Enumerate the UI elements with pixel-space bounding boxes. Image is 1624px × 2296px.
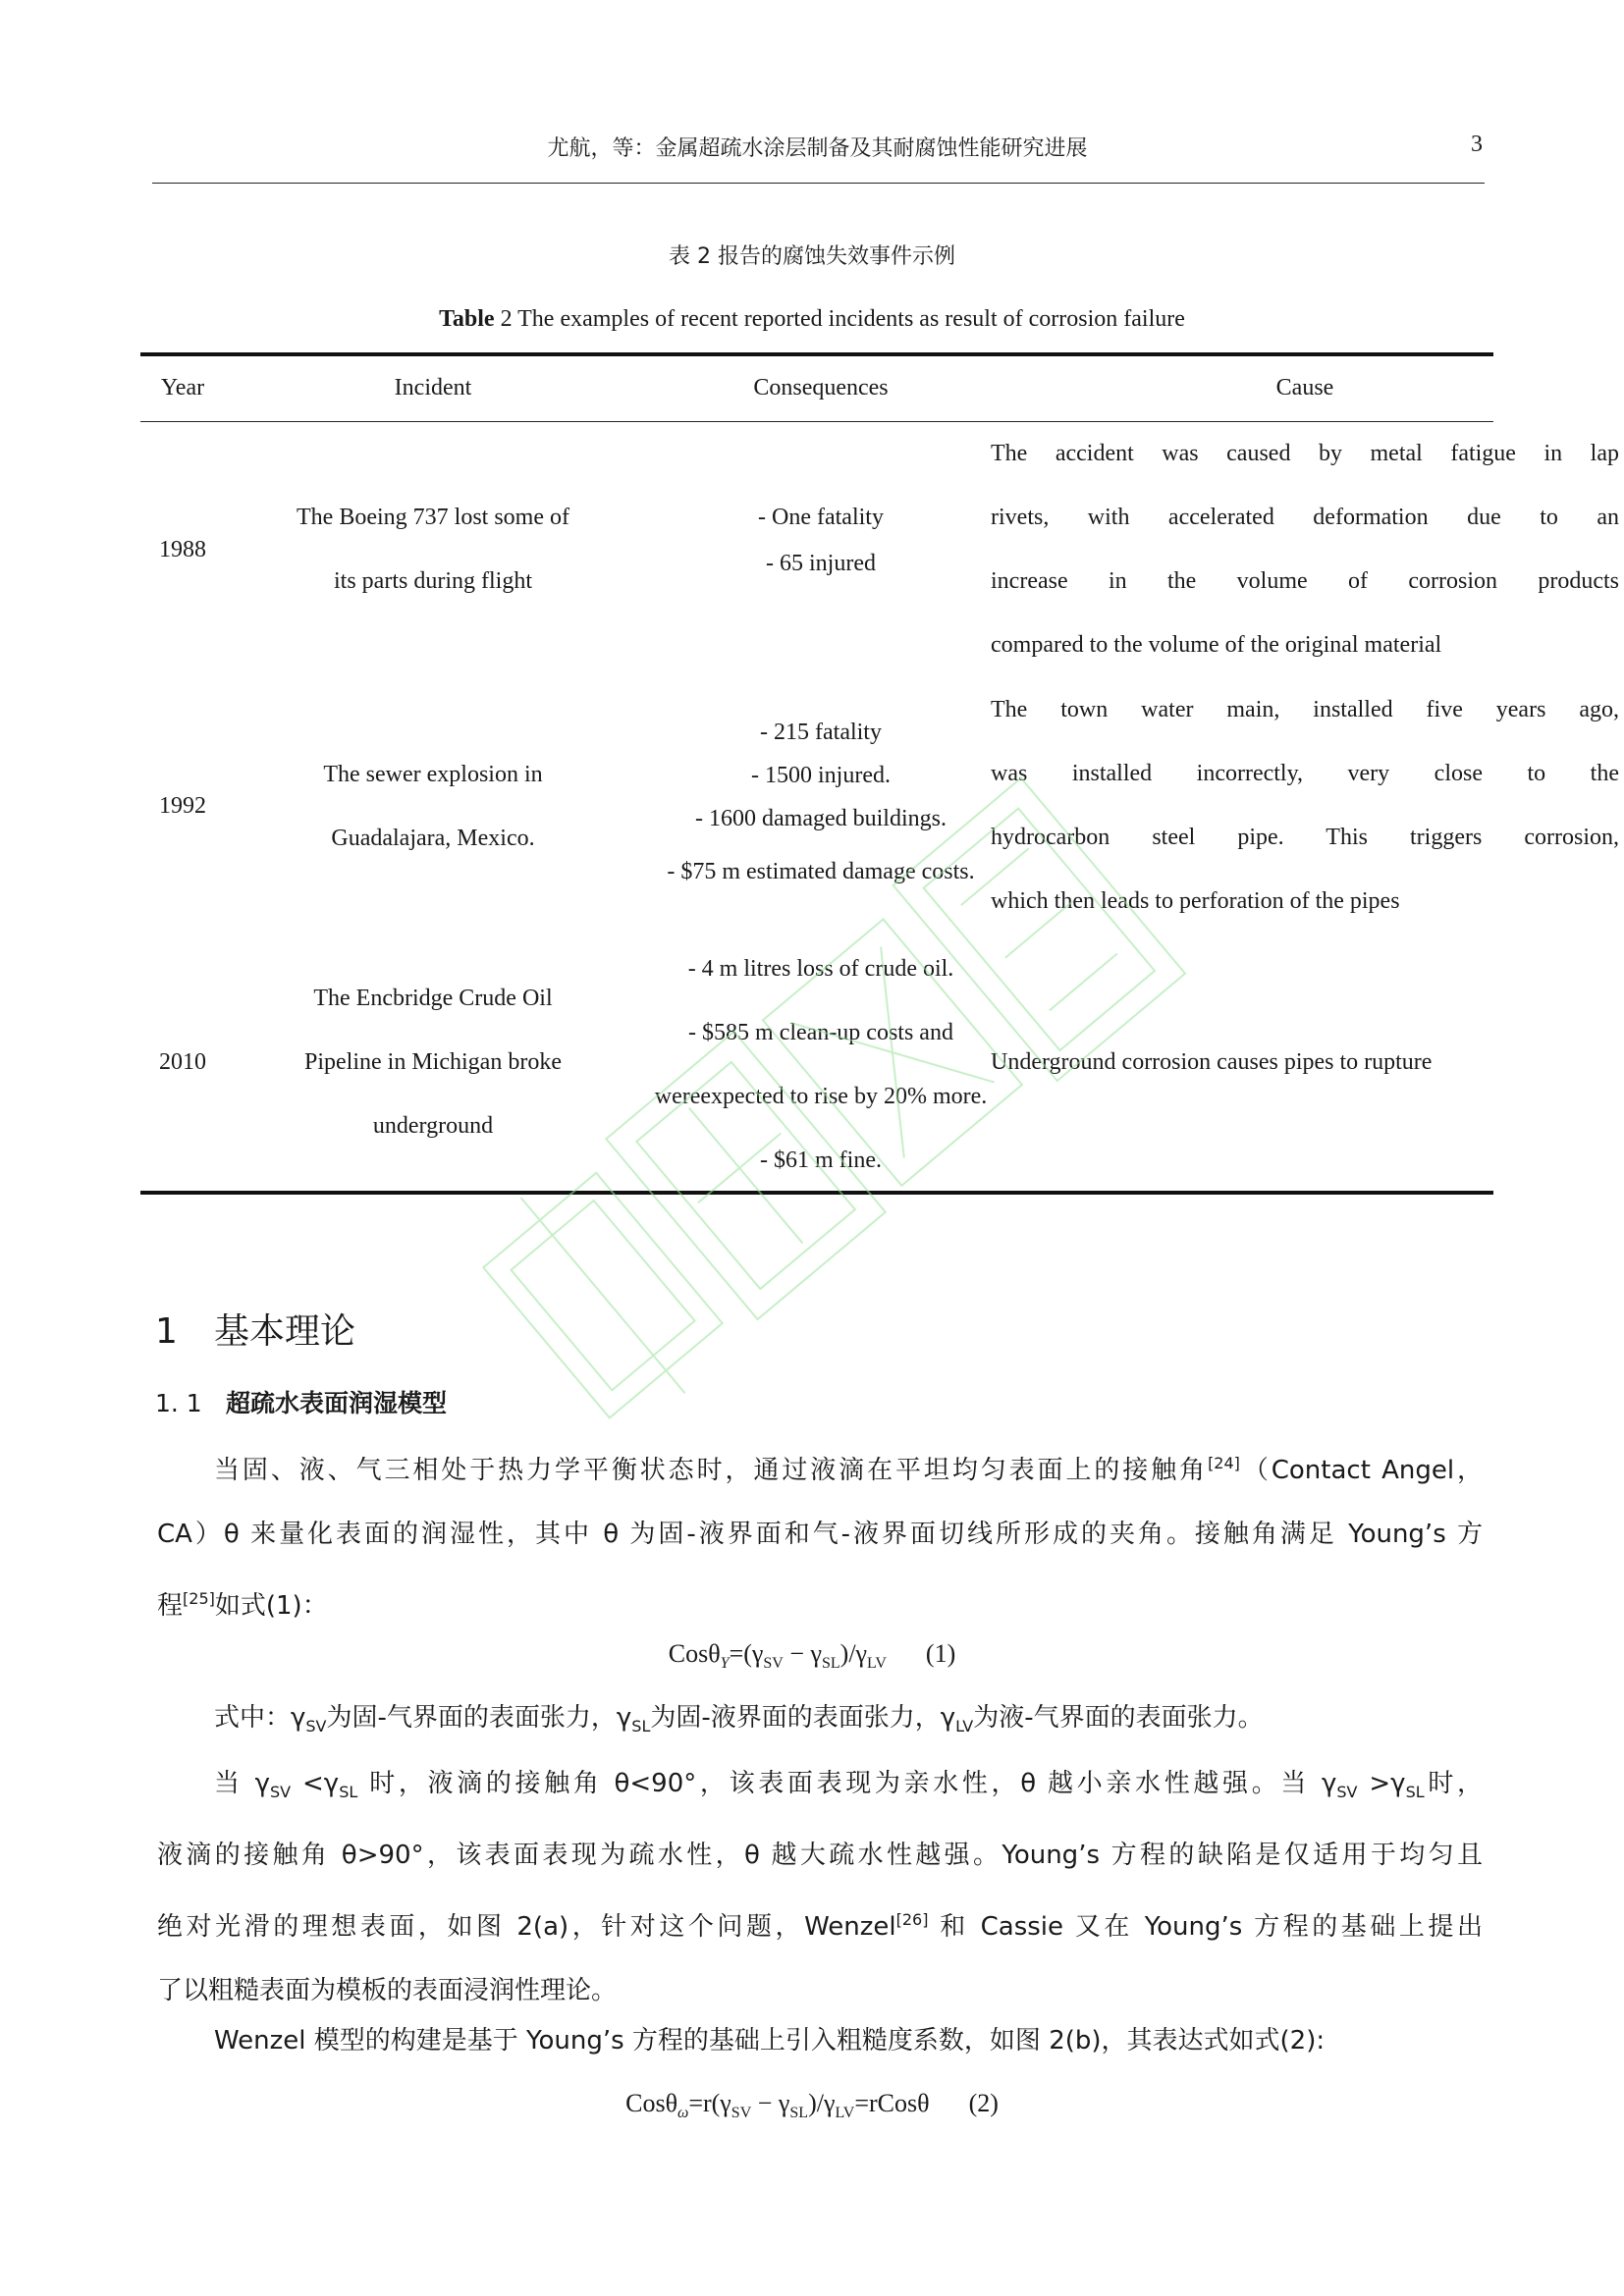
row-1988-consequence-1: - One fatality xyxy=(758,505,884,530)
p3-text-e: 时， xyxy=(1424,1769,1483,1798)
p2-text-a: 为固-气界面的表面张力，γ xyxy=(326,1703,632,1733)
col-header-incident: Incident xyxy=(394,375,472,400)
p3-line-1 xyxy=(157,1752,1483,1824)
row-1992-consequence-1: - 215 fatality xyxy=(760,720,882,745)
eq2-tail: =rCosθ xyxy=(854,2089,930,2117)
subsection-title: 超疏水表面润湿模型 xyxy=(226,1389,448,1417)
row-1988-incident-1: The Boeing 737 lost some of xyxy=(297,505,569,530)
eq2-div: )/γ xyxy=(808,2089,836,2117)
p2-sub-lv: LV xyxy=(955,1717,974,1736)
subsection-number: 1. 1 xyxy=(155,1389,202,1417)
row-1988-cause-2: rivets, with accelerated deformation due to an xyxy=(991,505,1619,530)
row-1992-consequence-4: - $75 m estimated damage costs. xyxy=(667,859,975,884)
running-title: 尤航，等：金属超疏水涂层制备及其耐腐蚀性能研究进展 xyxy=(547,136,1088,161)
row-1988-cause-3: increase in the volume of corrosion products xyxy=(991,568,1619,594)
p1-line-3 xyxy=(157,1567,1483,1638)
col-header-year: Year xyxy=(160,375,205,400)
section-number: 1 xyxy=(155,1311,178,1352)
eq2-minus: − γ xyxy=(751,2089,790,2117)
eq1-sub-y: Y xyxy=(720,1655,730,1673)
eq2-sub-lv: LV xyxy=(835,2105,855,2122)
p3-sub-sl-2: SL xyxy=(1405,1783,1425,1802)
page-number: 3 xyxy=(1471,132,1483,157)
eq1-minus: − γ xyxy=(783,1639,822,1668)
row-1992-cause-2: was installed incorrectly, very close to the xyxy=(991,761,1619,786)
table-caption-label: Table xyxy=(439,306,495,332)
citation-25: [25] xyxy=(183,1589,215,1608)
p2-text-c: 为液-气界面的表面张力。 xyxy=(973,1703,1264,1733)
p1-text-a: 当固、液、气三相处于热力学平衡状态时，通过液滴在平坦均匀表面上的接触角 xyxy=(214,1456,1209,1485)
p2-lead: 式中：γ xyxy=(214,1703,306,1733)
row-2010-year: 2010 xyxy=(159,1049,206,1075)
paragraph-1 xyxy=(157,1431,1483,1638)
eq2-cos: Cosθ xyxy=(625,2089,678,2117)
p3-sub-sv-2: SV xyxy=(1336,1783,1358,1802)
table-caption-en xyxy=(0,306,1624,333)
equation-1 xyxy=(0,1639,1624,1673)
p3-sub-sv-1: SV xyxy=(269,1783,292,1802)
eq1-sub-lv: LV xyxy=(867,1655,887,1673)
eq1-div: )/γ xyxy=(839,1639,868,1668)
col-header-cause: Cause xyxy=(1275,375,1334,400)
p3-sub-sl-1: SL xyxy=(339,1783,358,1802)
p3-text-g: 和 Cassie 又在 Young’s 方程的基础上提出 xyxy=(928,1912,1483,1943)
table-bottom-rule xyxy=(140,1191,1493,1195)
row-1992-incident-1: The sewer explosion in xyxy=(323,762,543,787)
eq2-sub-omega: ω xyxy=(677,2105,689,2122)
row-2010-incident-3: underground xyxy=(372,1113,494,1139)
p3-text-a: 当 γ xyxy=(214,1769,270,1798)
p1-text-d: 如式(1)： xyxy=(214,1591,328,1621)
p3-text-f: 绝对光滑的理想表面，如图 2(a)，针对这个问题，Wenzel xyxy=(157,1912,896,1943)
row-1992-cause-1: The town water main, installed five years ago, xyxy=(991,697,1619,722)
row-1988-year: 1988 xyxy=(159,537,206,562)
row-2010-incident-2: Pipeline in Michigan broke xyxy=(304,1049,562,1075)
p2-sub-sv: SV xyxy=(305,1717,327,1736)
eq1-open: =(γ xyxy=(729,1639,764,1668)
row-1992-cause-3: hydrocarbon steel pipe. This triggers corrosion, xyxy=(991,825,1619,850)
row-1988-consequence-2: - 65 injured xyxy=(766,551,876,576)
row-2010-consequence-1: - 4 m litres loss of crude oil. xyxy=(687,956,954,982)
row-2010-consequence-4: - $61 m fine. xyxy=(760,1148,882,1173)
row-2010-cause-1: Underground corrosion causes pipes to rupture xyxy=(991,1049,1433,1075)
p1-line-2: CA）θ 来量化表面的润湿性，其中 θ 为固-液界面和气-液界面切线所形成的夹角。接触角满足 Young’s 方 xyxy=(157,1520,1483,1549)
row-1992-incident-2: Guadalajara, Mexico. xyxy=(331,826,535,851)
p1-line-1 xyxy=(157,1431,1483,1503)
row-1992-year: 1992 xyxy=(159,793,206,819)
citation-24: [24] xyxy=(1208,1454,1240,1472)
eq1-sub-sl: SL xyxy=(822,1655,840,1673)
p1-text-c: 程 xyxy=(157,1591,184,1621)
p3-text-c: 时，液滴的接触角 θ<90°，该表面表现为亲水性，θ 越小亲水性越强。当 γ xyxy=(357,1769,1337,1798)
eq2-sub-sv: SV xyxy=(731,2105,752,2122)
eq1-sub-sv: SV xyxy=(763,1655,784,1673)
running-header xyxy=(152,128,1483,167)
col-header-consequences: Consequences xyxy=(753,375,889,400)
eq2-open: =r(γ xyxy=(688,2089,731,2117)
eq2-label: (2) xyxy=(968,2089,999,2117)
p2-line-1 xyxy=(157,1686,1483,1758)
paragraph-2 xyxy=(157,1686,1483,1758)
p2-sub-sl: SL xyxy=(631,1717,651,1736)
eq1-label: (1) xyxy=(925,1639,956,1668)
paragraph-3 xyxy=(157,1752,1483,2023)
p3-line-4: 了以粗糙表面为模板的表面浸润性理论。 xyxy=(157,1976,618,2006)
row-1988-cause-1: The accident was caused by metal fatigue in lap xyxy=(991,441,1619,466)
table-caption-cn: 表 2 报告的腐蚀失效事件示例 xyxy=(669,244,955,269)
header-rule xyxy=(152,183,1485,184)
row-1992-cause-4: which then leads to perforation of the pipes xyxy=(991,888,1400,914)
row-2010-incident-1: The Encbridge Crude Oil xyxy=(313,986,553,1011)
p3-text-b: <γ xyxy=(291,1769,340,1798)
eq2-sub-sl: SL xyxy=(789,2105,809,2122)
p1-text-b: （Contact Angel， xyxy=(1239,1456,1483,1485)
p3-line-3 xyxy=(157,1888,1483,1959)
p3-text-d: >γ xyxy=(1357,1769,1406,1798)
row-1988-incident-2: its parts during flight xyxy=(334,568,532,594)
p2-text-b: 为固-液界面的表面张力，γ xyxy=(650,1703,956,1733)
citation-26: [26] xyxy=(895,1910,929,1930)
section-heading xyxy=(155,1304,355,1354)
p3-line-2: 液滴的接触角 θ>90°，该表面表现为疏水性，θ 越大疏水性越强。Young’s 方程的缺陷是仅适用于均匀且 xyxy=(157,1841,1483,1871)
eq1-cos: Cosθ xyxy=(668,1639,721,1668)
section-title: 基本理论 xyxy=(214,1311,356,1352)
equation-2 xyxy=(0,2089,1624,2122)
subsection-heading xyxy=(155,1384,447,1419)
row-1992-consequence-3: - 1600 damaged buildings. xyxy=(695,806,947,831)
p4-line-1: Wenzel 模型的构建是基于 Young’s 方程的基础上引入粗糙度系数，如图 2(b)，其表达式如式(2): xyxy=(214,2026,1326,2056)
row-1988-cause-4: compared to the volume of the original material xyxy=(991,632,1442,658)
row-2010-consequence-2: - $585 m clean-up costs and xyxy=(688,1020,953,1045)
row-2010-consequence-3: wereexpected to rise by 20% more. xyxy=(654,1084,988,1109)
row-1992-consequence-2: - 1500 injured. xyxy=(751,763,891,788)
table-caption-text: 2 The examples of recent reported incidents as result of corrosion failure xyxy=(494,306,1185,332)
paragraph-4 xyxy=(157,2009,1483,2073)
